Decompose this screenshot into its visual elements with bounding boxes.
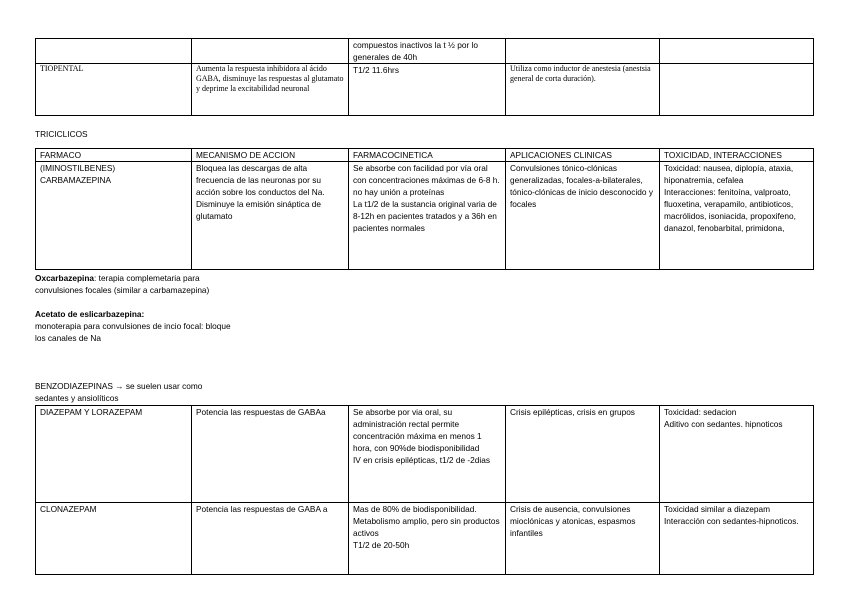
triciclicos-table (35, 148, 814, 270)
table-cell: T1/2 11.6hrs (349, 64, 506, 116)
section-heading-triciclicos: TRICICLICOS (35, 129, 88, 139)
note-title: Acetato de eslicarbazepina: (35, 309, 145, 319)
cell-mecanismo: Potencia las respuestas de GABAa (192, 406, 349, 503)
table-cell: TIOPENTAL (36, 64, 192, 116)
note-text: monoterapia para convulsiones de incio focal: bloque los canales de Na (35, 321, 231, 343)
cell-farmaco: DIAZEPAM Y LORAZEPAM (36, 406, 192, 503)
table-cell (36, 39, 192, 64)
table-row (36, 162, 814, 270)
cell-line: IV en crisis epilépticas, t1/2 de -2dias (353, 455, 490, 465)
cell-line: Toxicidad: sedacion (664, 407, 737, 417)
note-text: : terapia complemetaria para convulsiones focales (similar a carbamazepina) (35, 273, 210, 295)
header-aplicaciones: APLICACIONES CLINICAS (506, 149, 660, 162)
cell-line: Se absorbe con facilidad por vía oral con concentraciones máximas de 6-8 h. no hay unión a proteínas (353, 163, 500, 197)
table-row (36, 406, 814, 503)
table-cell: Aumenta la respuesta inhibidora al ácido GABA, disminuye las respuestas al glutamato y deprime la excitabilidad neuronal (192, 64, 349, 116)
header-toxicidad: TOXICIDAD, INTERACCIONES (660, 149, 814, 162)
table-cell: Utiliza como inductor de anestesia (anestsia general de corta duración). (506, 64, 660, 116)
cell-line: La t1/2 de la sustancia original varia de 8-12h en pacientes tratados y a 36h en pacientes normales (353, 199, 497, 233)
table-row (36, 39, 814, 64)
table-cell: compuestos inactivos la t ½ por lo generales de 40h (349, 39, 506, 64)
cell-toxicidad (660, 406, 814, 503)
cell-line: Mas de 80% de biodisponibilidad. Metabolismo amplio, pero sin productos activos (353, 504, 500, 538)
cell-line: T1/2 de 20-50h (353, 540, 410, 550)
cell-farmacocinetica (349, 162, 506, 270)
cell-farmacocinetica (349, 406, 506, 503)
cell-line: Aditivo con sedantes. hipnoticos (664, 419, 783, 429)
cell-line: Interacción con sedantes-hipnoticos. (664, 516, 799, 526)
cell-mecanismo: Bloquea las descargas de alta frecuencia de las neuronas por su acción sobre los conductos del Na. Disminuye la emisión sináptica de glutamato (192, 162, 349, 270)
oxcarbazepina-note (35, 272, 235, 296)
cell-farmaco (36, 162, 192, 270)
cell-line: Toxicidad: nausea, diplopía, ataxia, hiponatremia, cefalea (664, 163, 794, 185)
header-mecanismo: MECANISMO DE ACCION (192, 149, 349, 162)
cell-farmaco: CLONAZEPAM (36, 503, 192, 575)
table-cell (506, 39, 660, 64)
cell-line: Toxicidad similar a diazepam (664, 504, 771, 514)
top-table (35, 38, 814, 116)
cell-aplicaciones: Convulsiones tónico-clónicas generalizadas, focales-a-bilaterales, tónico-clónicas de inicio desconocido y focales (506, 162, 660, 270)
cell-toxicidad (660, 503, 814, 575)
benzodiazepinas-table (35, 405, 814, 575)
cell-toxicidad (660, 162, 814, 270)
header-farmaco: FARMACO (36, 149, 192, 162)
table-row (36, 503, 814, 575)
note-title: Oxcarbazepina (35, 273, 95, 283)
header-farmacocinetica: FARMACOCINETICA (349, 149, 506, 162)
cell-mecanismo: Potencia las respuestas de GABA a (192, 503, 349, 575)
cell-aplicaciones: Crisis de ausencia, convulsiones mioclónicas y atonicas, espasmos infantiles (506, 503, 660, 575)
section-heading-benzodiazepinas: BENZODIAZEPINAS → se suelen usar como sedantes y ansiolíticos (35, 381, 203, 403)
eslicarbazepina-note (35, 308, 235, 344)
cell-line: Interacciones: fenitoína, valproato, fluoxetina, verapamilo, antibioticos, macrólidos, isoniacida, propoxifeno, danazol, fenobarbital, primidona, (664, 187, 796, 233)
table-cell (660, 64, 814, 116)
cell-line: Se absorbe por via oral, su administración rectal permite concentración máxima en menos 1 hora, con 90%de biodisponibilidad (353, 407, 482, 453)
cell-aplicaciones: Crisis epilépticas, crisis en grupos (506, 406, 660, 503)
cell-line: CARBAMAZEPINA (40, 175, 111, 185)
table-cell (192, 39, 349, 64)
cell-line: (IMINOSTILBENES) (40, 163, 116, 173)
table-row (36, 64, 814, 116)
table-cell (660, 39, 814, 64)
table-header-row (36, 149, 814, 162)
cell-farmacocinetica (349, 503, 506, 575)
